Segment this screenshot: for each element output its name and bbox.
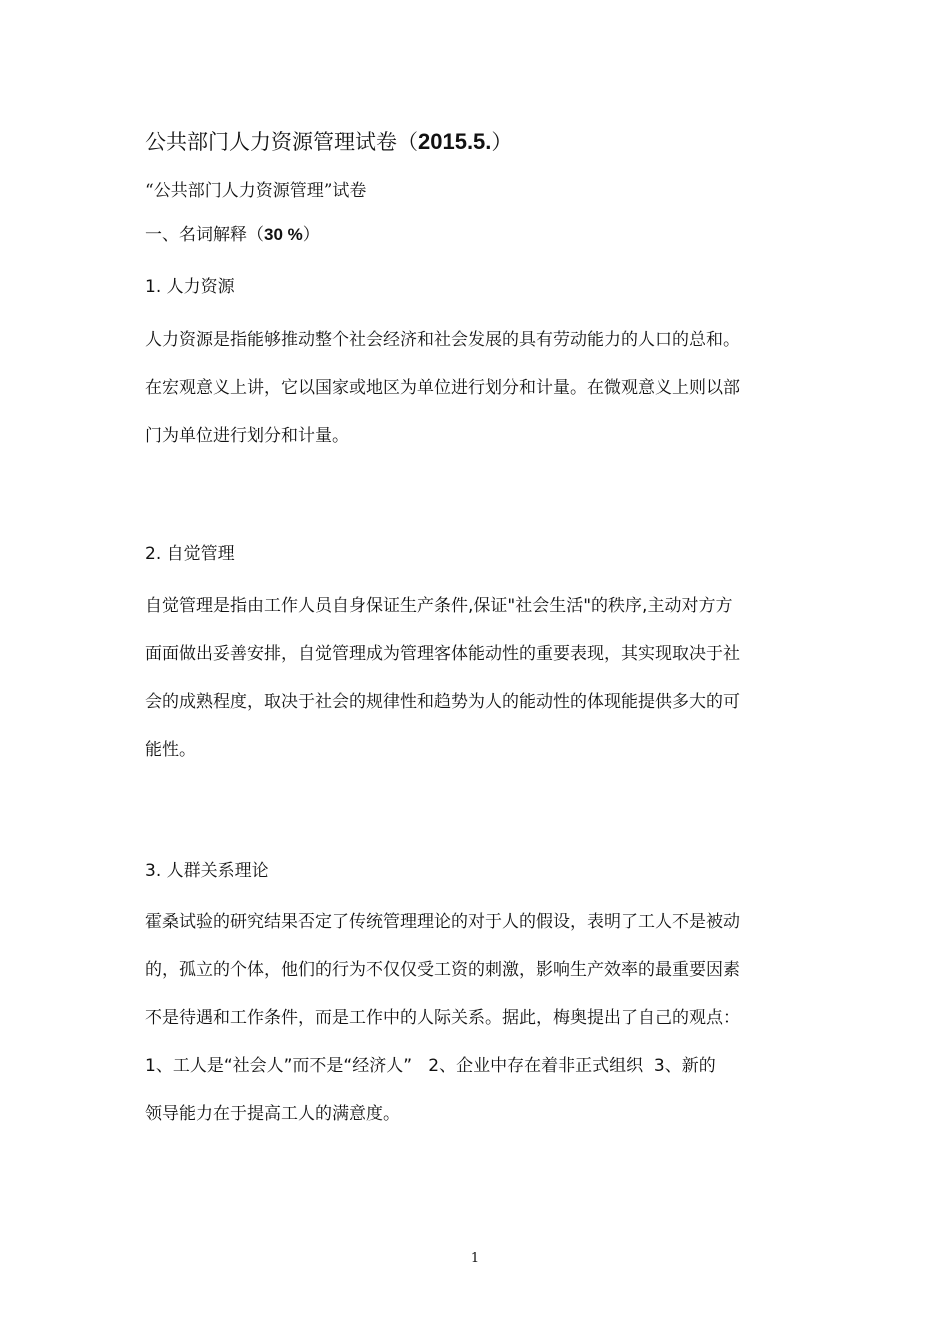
- document-title: [145, 126, 512, 156]
- definition-line: 能性。: [145, 740, 196, 760]
- definition-line: 自觉管理是指由工作人员自身保证生产条件,保证"社会生活"的秩序,主动对方方: [145, 596, 733, 616]
- definition-line: 不是待遇和工作条件，而是工作中的人际关系。据此，梅奥提出了自己的观点：: [145, 1008, 740, 1028]
- term-definition: [145, 898, 813, 1138]
- section-prefix: 一、名词解释（: [145, 225, 264, 245]
- section-percent: 30 %: [264, 225, 303, 244]
- definition-line: 会的成熟程度，取决于社会的规律性和趋势为人的能动性的体现能提供多大的可: [145, 692, 740, 712]
- definition-line: 霍桑试验的研究结果否定了传统管理理论的对于人的假设，表明了工人不是被动: [145, 912, 740, 932]
- definition-line: 领导能力在于提高工人的满意度。: [145, 1104, 400, 1124]
- term-heading: 1. 人力资源: [145, 277, 235, 297]
- term-heading: 3. 人群关系理论: [145, 861, 269, 881]
- definition-line: 人力资源是指能够推动整个社会经济和社会发展的具有劳动能力的人口的总和。: [145, 330, 740, 350]
- term-heading: 2. 自觉管理: [145, 544, 235, 564]
- definition-line: 在宏观意义上讲，它以国家或地区为单位进行划分和计量。在微观意义上则以部: [145, 378, 740, 398]
- title-suffix: ）: [491, 130, 513, 154]
- definition-line: 1、工人是“社会人”而不是“经济人” 2、企业中存在着非正式组织 3、新的: [145, 1056, 716, 1076]
- definition-line: 面面做出妥善安排，自觉管理成为管理客体能动性的重要表现，其实现取决于社: [145, 644, 740, 664]
- definition-line: 的，孤立的个体，他们的行为不仅仅受工资的刺激，影响生产效率的最重要因素: [145, 960, 740, 980]
- term-definition: [145, 316, 813, 460]
- term-definition: [145, 582, 813, 774]
- section-suffix: ）: [302, 225, 320, 245]
- definition-line: 门为单位进行划分和计量。: [145, 426, 349, 446]
- title-date: 2015.5.: [418, 129, 492, 154]
- title-prefix: 公共部门人力资源管理试卷（: [145, 130, 418, 154]
- section-heading: [145, 220, 320, 245]
- page-number: 1: [470, 1251, 480, 1266]
- document-subtitle: “公共部门人力资源管理”试卷: [145, 181, 367, 201]
